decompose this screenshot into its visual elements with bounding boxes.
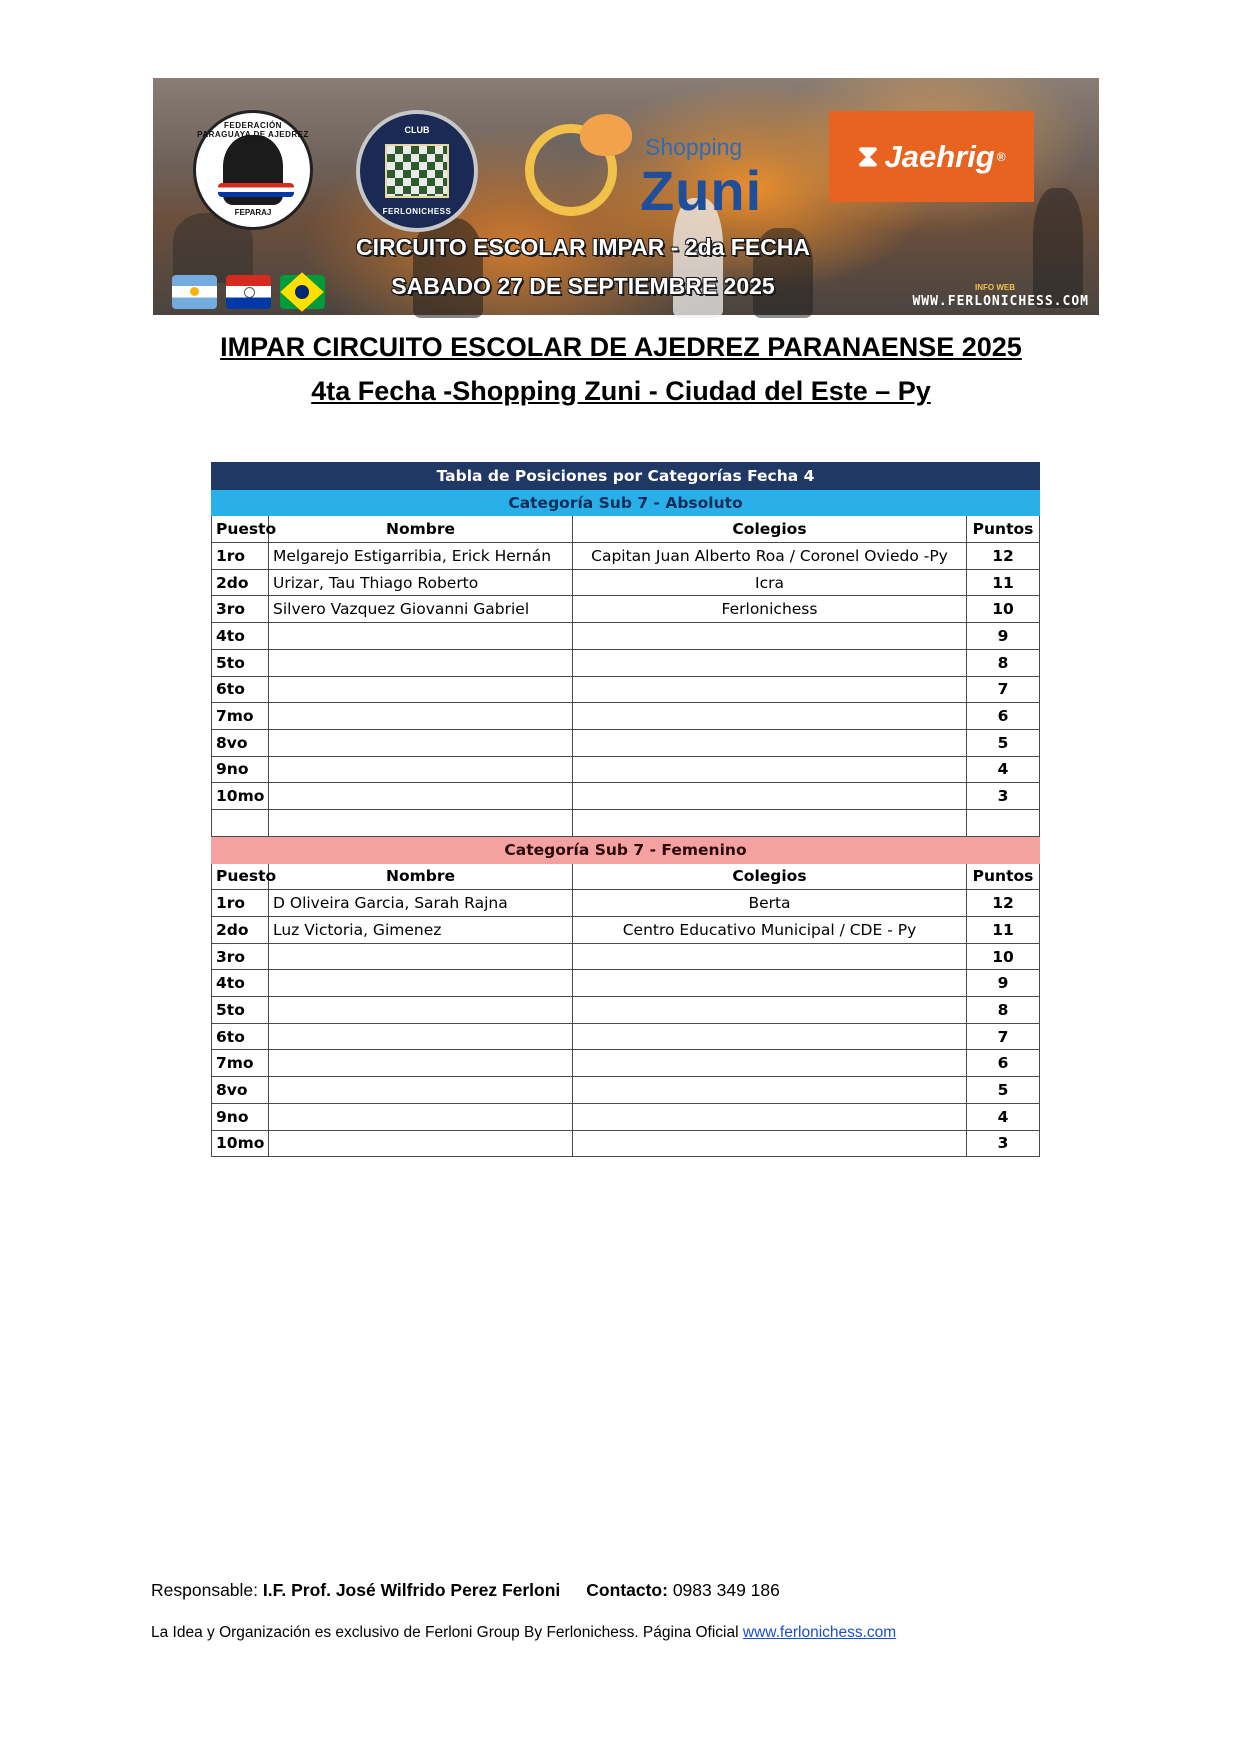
table-row [212,970,1040,997]
school-cell [573,1103,967,1130]
position-cell: 9no [212,756,269,783]
country-flags [172,275,325,309]
table-row [212,649,1040,676]
paraguay-flag-icon [226,275,271,309]
points-cell: 10 [967,596,1040,623]
points-cell: 7 [967,676,1040,703]
player-name-cell [269,1050,573,1077]
chessboard-icon [385,144,449,198]
player-name-cell: Silvero Vazquez Giovanni Gabriel [269,596,573,623]
position-cell: 9no [212,1103,269,1130]
column-header-name: Nombre [269,863,573,890]
jaehrig-logo [829,111,1034,202]
contact-phone: 0983 349 186 [667,1580,780,1600]
spacer-cell [212,809,269,836]
school-cell: Ferlonichess [573,596,967,623]
page-subtitle: 4ta Fecha -Shopping Zuni - Ciudad del Este – Py [311,376,931,406]
player-name-cell: Melgarejo Estigarribia, Erick Hernán [269,543,573,570]
points-cell: 5 [967,1077,1040,1104]
position-cell: 3ro [212,943,269,970]
position-cell: 5to [212,649,269,676]
table-row [212,1103,1040,1130]
position-cell: 4to [212,970,269,997]
position-cell: 6to [212,1023,269,1050]
position-cell: 1ro [212,890,269,917]
position-cell: 10mo [212,783,269,810]
school-cell [573,997,967,1024]
school-cell [573,1077,967,1104]
table-row [212,890,1040,917]
contact-label: Contacto: [586,1580,668,1600]
info-web-label: INFO WEB [975,283,1015,292]
school-cell [573,970,967,997]
table-row [212,1050,1040,1077]
responsible-label: Responsable: [151,1580,263,1600]
school-cell [573,649,967,676]
table-row [212,1077,1040,1104]
player-name-cell [269,756,573,783]
zuni-leaf-icon [580,114,632,156]
zuni-name: Zuni [640,159,763,222]
table-row [212,1130,1040,1157]
spacer-cell [573,809,967,836]
school-cell [573,676,967,703]
school-cell [573,943,967,970]
table-row [212,917,1040,944]
points-cell: 11 [967,569,1040,596]
position-cell: 3ro [212,596,269,623]
table-row [212,676,1040,703]
points-cell: 9 [967,970,1040,997]
points-cell: 4 [967,1103,1040,1130]
column-header-points: Puntos [967,863,1040,890]
school-cell [573,756,967,783]
position-cell: 8vo [212,729,269,756]
position-cell: 4to [212,623,269,650]
table-row [212,756,1040,783]
points-cell: 6 [967,703,1040,730]
column-header-position: Puesto [212,516,269,543]
shopping-zuni-logo [525,114,795,224]
column-header-position: Puesto [212,863,269,890]
organization-text: La Idea y Organización es exclusivo de Ferloni Group By Ferlonichess. Página Oficial [151,1624,743,1641]
player-name-cell [269,1130,573,1157]
points-cell: 7 [967,1023,1040,1050]
player-name-cell: Urizar, Tau Thiago Roberto [269,569,573,596]
column-header-name: Nombre [269,516,573,543]
footer-organization-line [151,1624,896,1642]
school-cell [573,623,967,650]
points-cell: 11 [967,917,1040,944]
player-name-cell [269,649,573,676]
player-name-cell [269,1103,573,1130]
school-cell [573,703,967,730]
registered-icon: ® [996,149,1006,164]
spacer-row [212,809,1040,836]
category-header-row [212,489,1040,516]
player-name-cell [269,997,573,1024]
column-header-points: Puntos [967,516,1040,543]
points-cell: 6 [967,1050,1040,1077]
column-header-school: Colegios [573,863,967,890]
banner-event-title: CIRCUITO ESCOLAR IMPAR - 2da FECHA [355,234,811,260]
category-title: Categoría Sub 7 - Absoluto [212,489,1040,516]
responsible-name: I.F. Prof. José Wilfrido Perez Ferloni [262,1580,561,1600]
table-row [212,543,1040,570]
official-site-link[interactable]: www.ferlonichess.com [742,1624,897,1641]
table-caption-row [212,463,1040,490]
points-cell: 12 [967,890,1040,917]
position-cell: 2do [212,569,269,596]
position-cell: 5to [212,997,269,1024]
feparaj-bottom-text: FEPARAJ [234,208,272,217]
table-row [212,596,1040,623]
event-banner [153,78,1099,315]
player-name-cell [269,943,573,970]
club-bottom-text: FERLONICHESS [382,207,452,216]
footer-responsible-line [151,1580,780,1601]
table-row [212,703,1040,730]
school-cell: Berta [573,890,967,917]
position-cell: 7mo [212,1050,269,1077]
player-name-cell [269,703,573,730]
points-cell: 12 [967,543,1040,570]
standings-body [212,463,1040,1157]
club-top-text: CLUB [404,125,430,135]
category-header-row [212,836,1040,863]
feparaj-logo [193,110,313,230]
brazil-flag-icon [280,275,325,309]
points-cell: 8 [967,649,1040,676]
club-ferlonichess-logo [356,110,478,232]
school-cell: Centro Educativo Municipal / CDE - Py [573,917,967,944]
column-header-school: Colegios [573,516,967,543]
column-header-row [212,516,1040,543]
banner-web-url: WWW.FERLONICHESS.COM [912,294,1089,309]
player-name-cell: D Oliveira Garcia, Sarah Rajna [269,890,573,917]
player-name-cell [269,623,573,650]
player-name-cell [269,783,573,810]
player-name-cell [269,729,573,756]
points-cell: 8 [967,997,1040,1024]
school-cell [573,1130,967,1157]
jaehrig-name: Jaehrig [884,138,995,174]
school-cell [573,1023,967,1050]
position-cell: 10mo [212,1130,269,1157]
position-cell: 2do [212,917,269,944]
column-header-row [212,863,1040,890]
player-name-cell [269,1077,573,1104]
points-cell: 3 [967,783,1040,810]
table-row [212,1023,1040,1050]
player-name-cell: Luz Victoria, Gimenez [269,917,573,944]
spacer-cell [269,809,573,836]
points-cell: 10 [967,943,1040,970]
player-name-cell [269,970,573,997]
position-cell: 6to [212,676,269,703]
player-name-cell [269,1023,573,1050]
paraguay-ribbon [218,183,294,197]
position-cell: 7mo [212,703,269,730]
points-cell: 5 [967,729,1040,756]
position-cell: 1ro [212,543,269,570]
points-cell: 3 [967,1130,1040,1157]
chess-piece-silhouette [413,218,483,318]
page-title: IMPAR CIRCUITO ESCOLAR DE AJEDREZ PARANAENSE 2025 [220,332,1022,362]
school-cell [573,729,967,756]
table-row [212,943,1040,970]
category-title: Categoría Sub 7 - Femenino [212,836,1040,863]
school-cell: Icra [573,569,967,596]
position-cell: 8vo [212,1077,269,1104]
banner-event-date: SABADO 27 DE SEPTIEMBRE 2025 [391,273,775,299]
school-cell [573,783,967,810]
table-row [212,997,1040,1024]
table-caption: Tabla de Posiciones por Categorías Fecha 4 [212,463,1040,490]
school-cell [573,1050,967,1077]
spacer-cell [967,809,1040,836]
standings-table [211,462,1040,1157]
chess-piece-silhouette [1033,188,1083,308]
feparaj-ring-text: FEDERACIÓN PARAGUAYA DE AJEDREZ [197,121,309,139]
points-cell: 4 [967,756,1040,783]
hourglass-icon: ⧗ [857,139,879,173]
argentina-flag-icon [172,275,217,309]
player-name-cell [269,676,573,703]
table-row [212,569,1040,596]
school-cell: Capitan Juan Alberto Roa / Coronel Oviedo -Py [573,543,967,570]
zuni-shopping-word: Shopping [645,134,743,160]
points-cell: 9 [967,623,1040,650]
table-row [212,729,1040,756]
table-row [212,623,1040,650]
table-row [212,783,1040,810]
